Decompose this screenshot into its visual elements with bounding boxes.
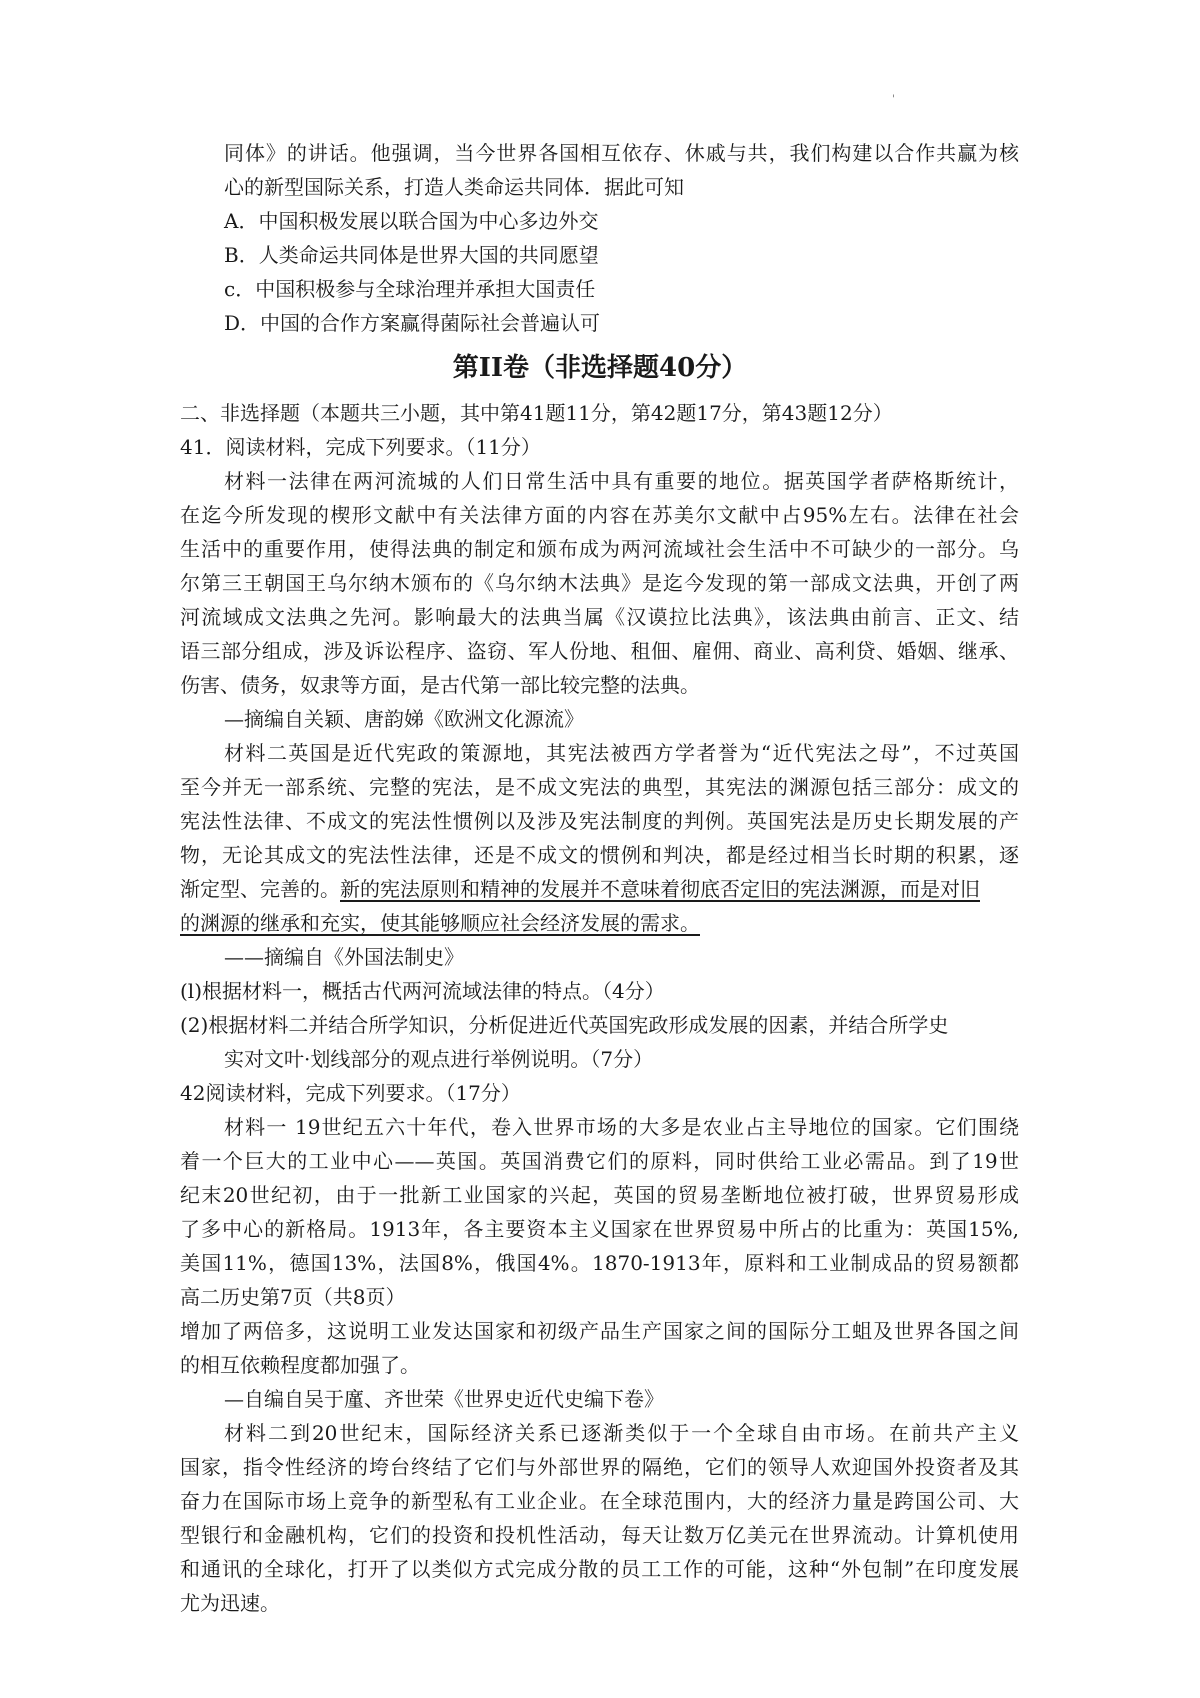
q41-material1-line: 在迄今所发现的楔形文献中有关法律方面的内容在苏美尔文献中占95%左右。法律在社会 (180, 503, 1019, 527)
q40-option-d: D．中国的合作方案赢得菌际社会普遍认可 (224, 311, 601, 335)
q40-option-a: A．中国积极发展以联合国为中心多边外交 (224, 209, 599, 233)
q41-material1-line: 伤害、债务，奴隶等方面，是古代第一部比较完整的法典。 (180, 673, 700, 697)
q41-source1: —摘编自关颖、唐韵娣《欧洲文化源流》 (224, 707, 584, 731)
q41-requirement-2: (2)根据材料二并结合所学知识，分析促进近代英国宪政形成发展的因素，并结合所学史 (180, 1013, 949, 1037)
page-footer: 高二历史第7页（共8页） (180, 1285, 406, 1309)
q42-material1-line: 美国11%，德国13%，法国8%，俄国4%。1870-1913年，原料和工业制成品的贸易额都 (180, 1251, 1019, 1275)
q40-stem-line: 心的新型国际关系，打造人类命运共同体．据此可知 (224, 175, 684, 199)
q41-material1-line: 尔第三王朝国王乌尔纳木颁布的《乌尔纳木法典》是迄今发现的第一部成文法典，开创了两 (180, 571, 1019, 595)
q42-material1-line: 增加了两倍多，这说明工业发达国家和初级产品生产国家之间的国际分工蛆及世界各国之间 (180, 1319, 1019, 1343)
q42-material1-line: 了多中心的新格局。1913年，各主要资本主义国家在世界贸易中所占的比重为：英国15%, (180, 1217, 1019, 1241)
q41-requirement-2-cont: 实对文叶·划线部分的观点进行举例说明。（7分） (224, 1047, 654, 1071)
q42-heading: 42阅读材料，完成下列要求。（17分） (180, 1081, 521, 1105)
q41-material1-line: 河流域成文法典之先河。影响最大的法典当属《汉谟拉比法典》，该法典由前言、正文、结 (180, 605, 1019, 629)
q41-material2-line: 至今并无一部系统、完整的宪法，是不成文宪法的典型，其宪法的渊源包括三部分：成文的 (180, 775, 1019, 799)
q41-material2-plain: 渐定型、完善的。 (180, 877, 340, 901)
q42-material2-line: 尤为迅速。 (180, 1591, 280, 1615)
q41-requirement-1: (l)根据材料一，概括古代两河流域法律的特点。（4分） (180, 979, 665, 1003)
q41-heading: 41．阅读材料，完成下列要求。（11分） (180, 435, 541, 459)
q41-material2-line: 物，无论其成文的宪法性法律，还是不成文的惯例和判决，都是经过相当长时期的积累，逐 (180, 843, 1019, 867)
q40-stem-line: 同体》的讲话。他强调，当今世界各国相互依存、休戚与共，我们构建以合作共赢为核 (224, 141, 1019, 165)
q41-material2-line: 宪法性法律、不成文的宪法性惯例以及涉及宪法制度的判例。英国宪法是历史长期发展的产 (180, 809, 1019, 833)
page-mark: ' (892, 94, 895, 105)
q41-material2-underlined-line: 的渊源的继承和充实，使其能够顺应社会经济发展的需求。 (180, 911, 700, 935)
q41-source2: ——摘编自《外国法制史》 (224, 945, 464, 969)
q42-material1-line: 的相互依赖程度都加强了。 (180, 1353, 420, 1377)
q41-material1-line: 语三部分组成，涉及诉讼程序、盗窃、军人份地、租佃、雇佣、商业、高利贷、婚姻、继承、 (180, 639, 1019, 663)
q42-material2-line: 奋力在国际市场上竞争的新型私有工业企业。在全球范围内，大的经济力量是跨国公司、大 (180, 1489, 1019, 1513)
q42-material1-line: 材料一 19世纪五六十年代，卷入世界市场的大多是农业占主导地位的国家。它们围绕 (224, 1115, 1019, 1139)
q41-material2-line: 材料二英国是近代宪政的策源地，其宪法被西方学者誉为“近代宪法之母”，不过英国 (224, 741, 1019, 765)
section-intro: 二、非选择题（本题共三小题，其中第41题11分，第42题17分，第43题12分） (180, 401, 893, 425)
q42-material2-line: 型银行和金融机构，它们的投资和投机性活动，每天让数万亿美元在世界流动。计算机使用 (180, 1523, 1019, 1547)
q42-source1: —自编自吴于廑、齐世荣《世界史近代史编下卷》 (224, 1387, 664, 1411)
q42-material2-line: 材料二到20世纪末，国际经济关系已逐渐类似于一个全球自由市场。在前共产主义 (224, 1421, 1019, 1445)
q41-material2-line (180, 874, 980, 904)
section-title: 第II卷（非选择题40分） (452, 353, 748, 383)
q42-material2-line: 和通讯的全球化，打开了以类似方式完成分散的员工工作的可能，这种“外包制”在印度发展 (180, 1557, 1019, 1581)
q42-material1-line: 着一个巨大的工业中心——英国。英国消费它们的原料，同时供给工业必需品。到了19世 (180, 1149, 1019, 1173)
q40-option-b: B．人类命运共同体是世界大国的共同愿望 (224, 243, 599, 267)
q41-material2-underlined: 新的宪法原则和精神的发展并不意味着彻底否定旧的宪法渊源，而是对旧 (340, 877, 980, 901)
q41-material1-line: 生活中的重要作用，使得法典的制定和颁布成为两河流域社会生活中不可缺少的一部分。乌 (180, 537, 1019, 561)
q42-material2-line: 国家，指令性经济的垮台终结了它们与外部世界的隔绝，它们的领导人欢迎国外投资者及其 (180, 1455, 1019, 1479)
q40-option-c: c．中国积极参与全球治理并承担大国责任 (224, 277, 596, 301)
q42-material1-line: 纪末20世纪初，由于一批新工业国家的兴起，英国的贸易垄断地位被打破，世界贸易形成 (180, 1183, 1019, 1207)
q41-material1-line: 材料一法律在两河流城的人们日常生活中具有重要的地位。据英国学者萨格斯统计， (224, 469, 1019, 493)
